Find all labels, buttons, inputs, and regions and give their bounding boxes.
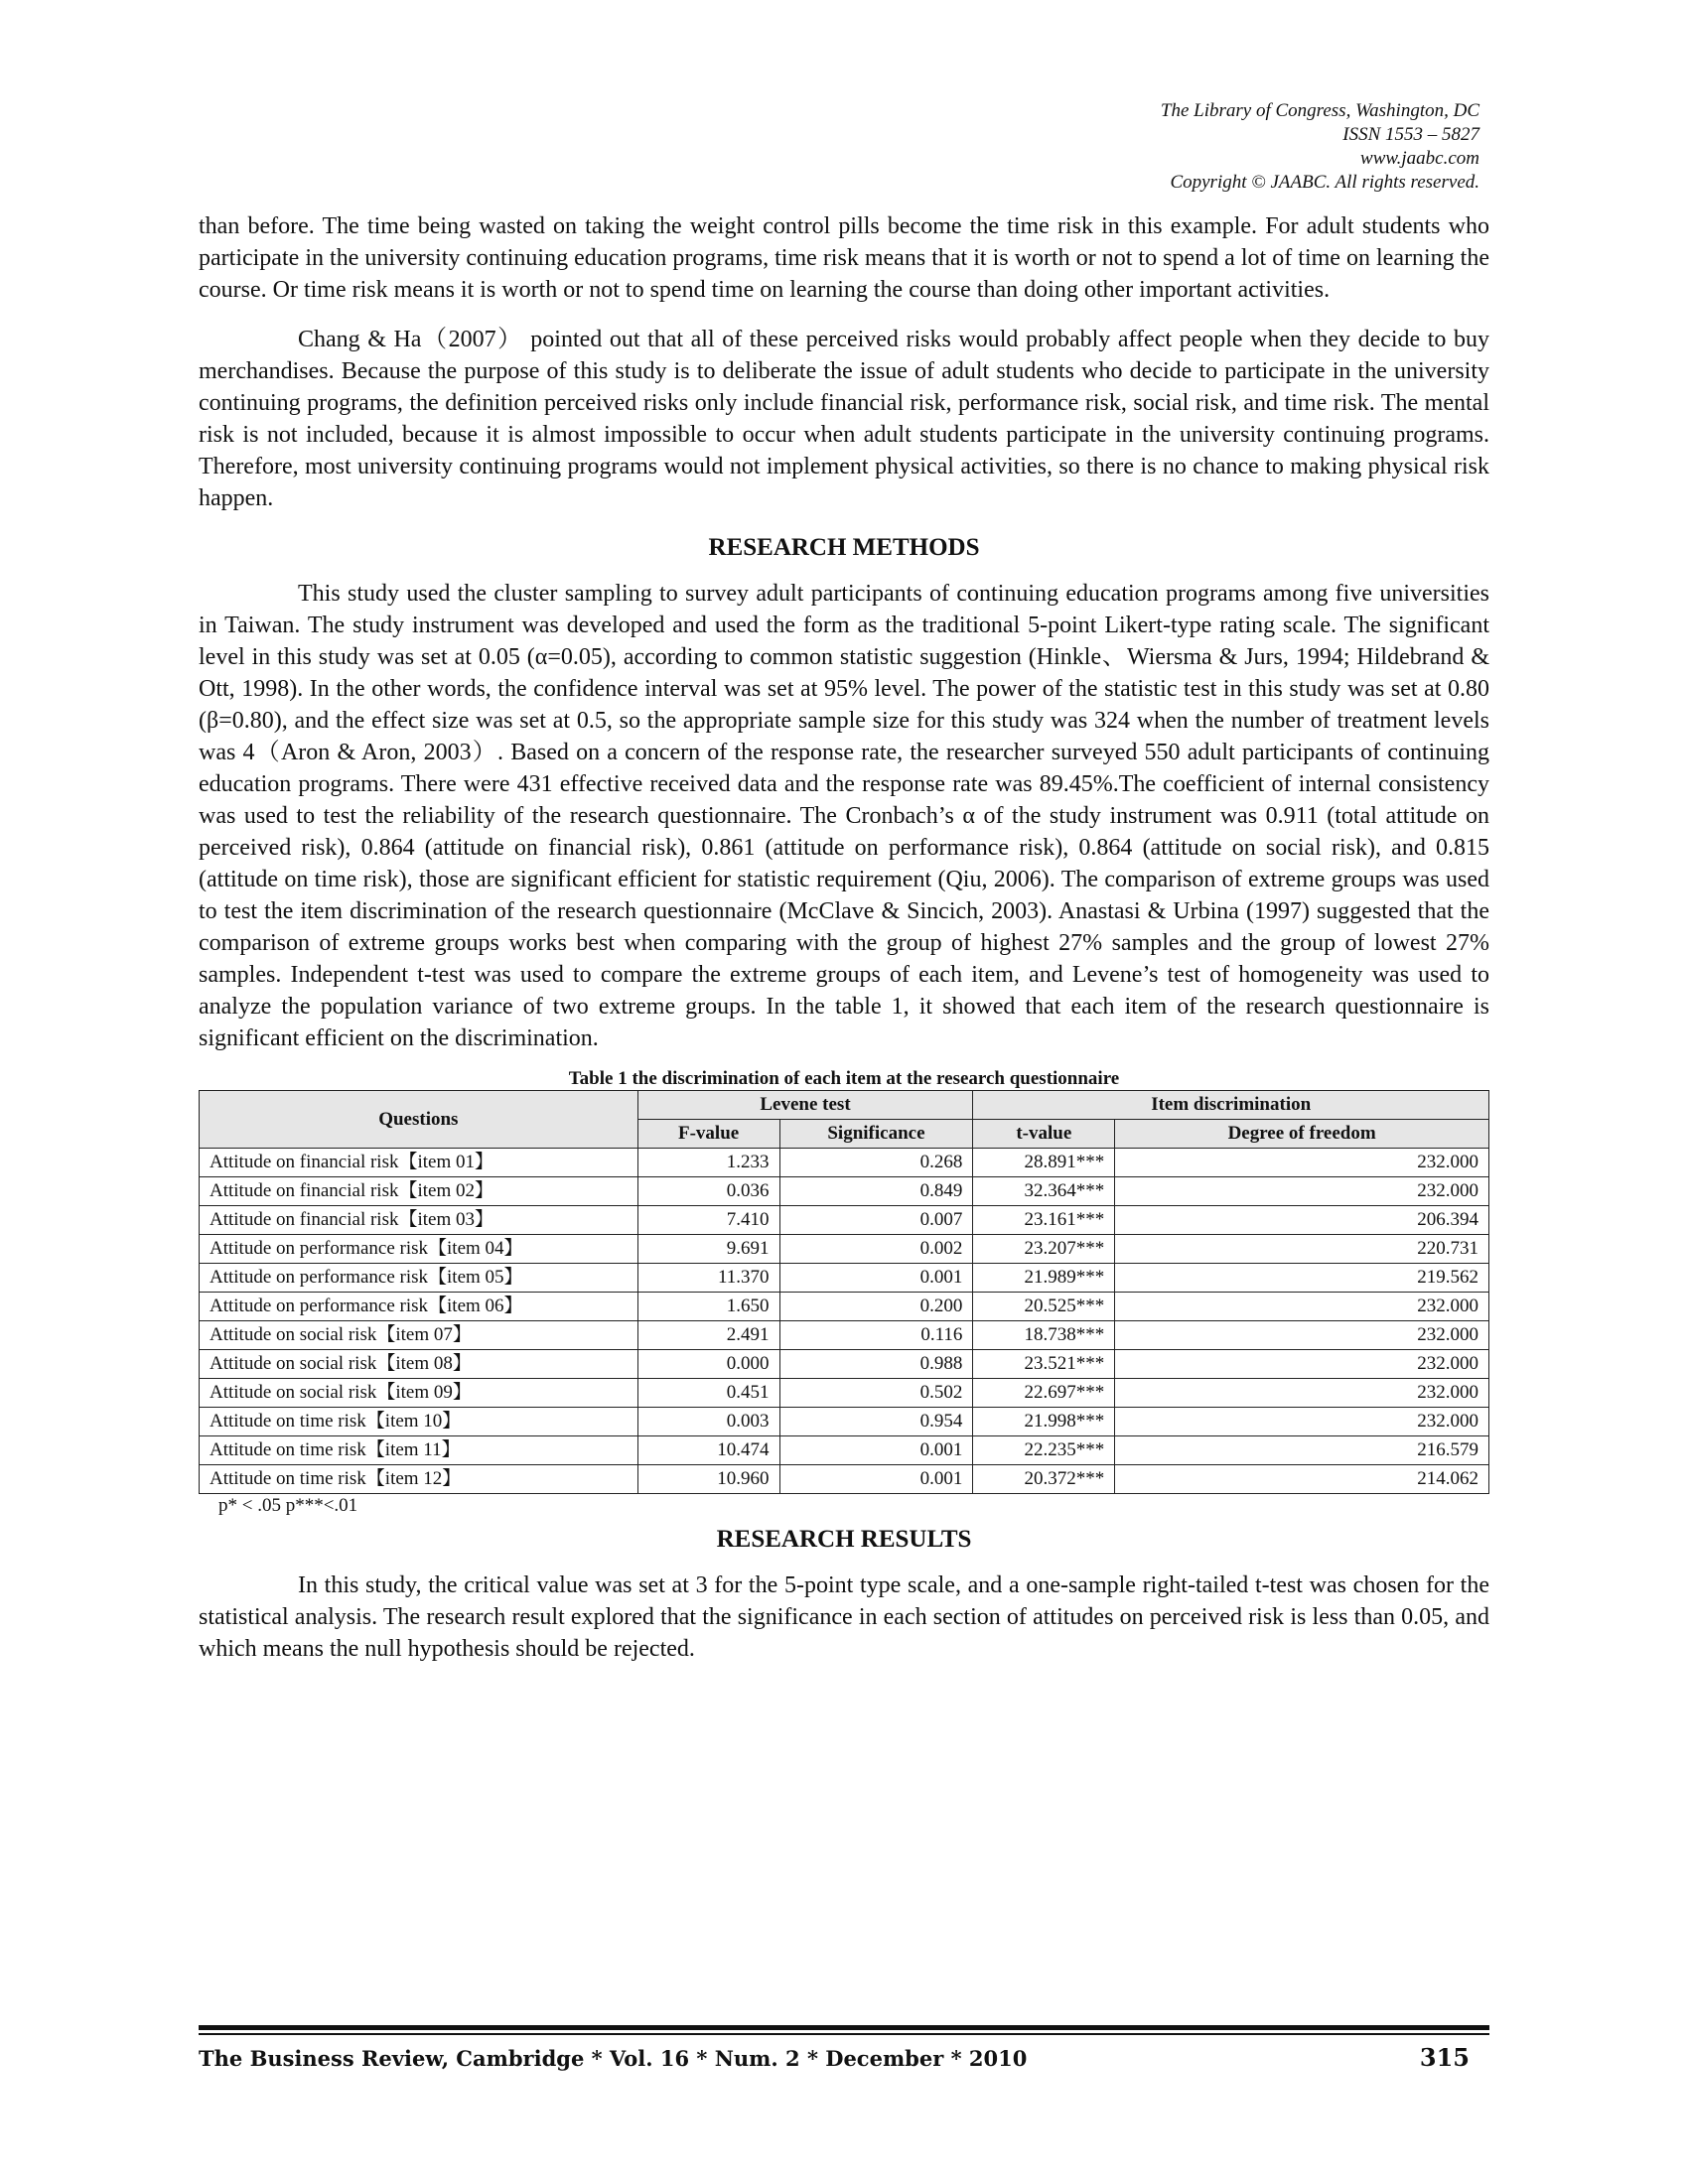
header-issn: ISSN 1553 – 5827	[1342, 124, 1479, 145]
cell-significance: 0.954	[779, 1408, 973, 1436]
cell-t-value: 23.161***	[973, 1206, 1115, 1235]
results-paragraph: In this study, the critical value was set at 3 for the 5-point type scale, and a one-sample right-tailed t-test was chosen for the statistical analysis. The research result explored that the significance in each section of attitudes on perceived risk is less than 0.05, and which means the null hypothesis should be rejected.	[199, 1572, 1489, 1662]
cell-degree-of-freedom: 206.394	[1115, 1206, 1489, 1235]
cell-t-value: 20.372***	[973, 1465, 1115, 1494]
header-significance: Significance	[779, 1120, 973, 1149]
cell-question: Attitude on performance risk【item 05】	[200, 1264, 638, 1293]
cell-f-value: 0.000	[637, 1350, 779, 1379]
cell-t-value: 18.738***	[973, 1321, 1115, 1350]
cell-f-value: 0.036	[637, 1177, 779, 1206]
cell-question: Attitude on performance risk【item 06】	[200, 1293, 638, 1321]
results-heading: RESEARCH RESULTS	[716, 1526, 972, 1553]
cell-significance: 0.001	[779, 1465, 973, 1494]
cell-question: Attitude on time risk【item 11】	[200, 1436, 638, 1465]
cell-f-value: 9.691	[637, 1235, 779, 1264]
cell-degree-of-freedom: 232.000	[1115, 1350, 1489, 1379]
cell-t-value: 20.525***	[973, 1293, 1115, 1321]
cell-f-value: 2.491	[637, 1321, 779, 1350]
cell-question: Attitude on social risk【item 09】	[200, 1379, 638, 1408]
page-number: 315	[1419, 2043, 1470, 2072]
table-row	[200, 1293, 1489, 1321]
header-item-discrimination: Item discrimination	[973, 1091, 1489, 1120]
table-row	[200, 1149, 1489, 1177]
table-row	[200, 1465, 1489, 1494]
cell-f-value: 7.410	[637, 1206, 779, 1235]
cell-significance: 0.849	[779, 1177, 973, 1206]
cell-f-value: 11.370	[637, 1264, 779, 1293]
table-row	[200, 1408, 1489, 1436]
cell-significance: 0.001	[779, 1436, 973, 1465]
cell-question: Attitude on social risk【item 08】	[200, 1350, 638, 1379]
cell-question: Attitude on social risk【item 07】	[200, 1321, 638, 1350]
cell-f-value: 10.960	[637, 1465, 779, 1494]
running-header	[1161, 99, 1479, 195]
footer-rule-thick	[199, 2025, 1489, 2030]
table-footnote: p* < .05 p***<.01	[218, 1495, 358, 1516]
cell-f-value: 10.474	[637, 1436, 779, 1465]
cell-degree-of-freedom: 232.000	[1115, 1408, 1489, 1436]
cell-significance: 0.502	[779, 1379, 973, 1408]
cell-degree-of-freedom: 232.000	[1115, 1149, 1489, 1177]
cell-degree-of-freedom: 216.579	[1115, 1436, 1489, 1465]
cell-degree-of-freedom: 219.562	[1115, 1264, 1489, 1293]
header-questions: Questions	[200, 1091, 638, 1149]
header-degree-of-freedom: Degree of freedom	[1115, 1120, 1489, 1149]
table-body	[200, 1149, 1489, 1494]
cell-t-value: 23.521***	[973, 1350, 1115, 1379]
cell-f-value: 0.451	[637, 1379, 779, 1408]
footer-rule-thin	[199, 2033, 1489, 2035]
header-levene-test: Levene test	[637, 1091, 973, 1120]
cell-significance: 0.007	[779, 1206, 973, 1235]
cell-degree-of-freedom: 220.731	[1115, 1235, 1489, 1264]
table-caption: Table 1 the discrimination of each item at the research questionnaire	[568, 1068, 1120, 1089]
cell-f-value: 0.003	[637, 1408, 779, 1436]
cell-degree-of-freedom: 232.000	[1115, 1379, 1489, 1408]
header-website: www.jaabc.com	[1360, 148, 1479, 169]
cell-t-value: 21.998***	[973, 1408, 1115, 1436]
cell-t-value: 21.989***	[973, 1264, 1115, 1293]
cell-degree-of-freedom: 232.000	[1115, 1321, 1489, 1350]
header-f-value: F-value	[637, 1120, 779, 1149]
cell-t-value: 22.235***	[973, 1436, 1115, 1465]
table-row	[200, 1206, 1489, 1235]
cell-degree-of-freedom: 232.000	[1115, 1177, 1489, 1206]
cell-question: Attitude on financial risk【item 02】	[200, 1177, 638, 1206]
cell-f-value: 1.650	[637, 1293, 779, 1321]
cell-question: Attitude on time risk【item 12】	[200, 1465, 638, 1494]
table-row	[200, 1177, 1489, 1206]
intro-paragraph-1: than before. The time being wasted on taking the weight control pills become the time risk in this example. For adult students who participate in the university continuing education programs, time risk means that it is worth or not to spend a lot of time on learning the course. Or time risk means it is worth or not to spend time on learning the course than doing other important activities.	[199, 213, 1489, 303]
table-row	[200, 1436, 1489, 1465]
cell-degree-of-freedom: 214.062	[1115, 1465, 1489, 1494]
cell-t-value: 23.207***	[973, 1235, 1115, 1264]
cell-significance: 0.116	[779, 1321, 973, 1350]
table-row	[200, 1321, 1489, 1350]
header-t-value: t-value	[973, 1120, 1115, 1149]
cell-question: Attitude on performance risk【item 04】	[200, 1235, 638, 1264]
table-row	[200, 1379, 1489, 1408]
page-body	[199, 210, 1489, 1665]
cell-significance: 0.988	[779, 1350, 973, 1379]
header-library: The Library of Congress, Washington, DC	[1160, 100, 1479, 121]
footer-journal: The Business Review, Cambridge * Vol. 16 * Num. 2 * December * 2010	[199, 2046, 1028, 2071]
page-footer	[199, 2025, 1489, 2072]
methods-paragraph: This study used the cluster sampling to survey adult participants of continuing education programs among five universities in Taiwan. The study instrument was developed and used the form as the traditional 5-point Likert-type rating scale. The significant level in this study was set at 0.05 (α=0.05), according to common statistic suggestion (Hinkle、Wiersma & Jurs, 1994; Hildebrand & Ott, 1998). In the other words, the confidence interval was set at 95% level. The power of the statistic test in this study was set at 0.80 (β=0.80), and the effect size was set at 0.5, so the appropriate sample size for this study was 324 when the number of treatment levels was 4（Aron & Aron, 2003）. Based on a concern of the response rate, the researcher surveyed 550 adult participants of continuing education programs. There were 431 effective received data and the response rate was 89.45%.The coefficient of internal consistency was used to test the reliability of the research questionnaire. The Cronbach’s α of the study instrument was 0.911 (total attitude on perceived risk), 0.864 (attitude on financial risk), 0.861 (attitude on performance risk), 0.864 (attitude on social risk), and 0.815 (attitude on time risk), those are significant efficient for statistic requirement (Qiu, 2006). The comparison of extreme groups was used to test the item discrimination of the research questionnaire (McClave & Sincich, 2003). Anastasi & Urbina (1997) suggested that the comparison of extreme groups works best when comparing with the group of highest 27% samples and the group of lowest 27% samples. Independent t-test was used to compare the extreme groups of each item, and Levene’s test of homogeneity was used to analyze the population variance of two extreme groups. In the table 1, it showed that each item of the research questionnaire is significant efficient on the discrimination.	[199, 581, 1489, 1051]
header-copyright: Copyright © JAABC. All rights reserved.	[1170, 172, 1479, 193]
cell-degree-of-freedom: 232.000	[1115, 1293, 1489, 1321]
cell-significance: 0.200	[779, 1293, 973, 1321]
cell-question: Attitude on time risk【item 10】	[200, 1408, 638, 1436]
cell-t-value: 32.364***	[973, 1177, 1115, 1206]
table-row	[200, 1264, 1489, 1293]
cell-significance: 0.001	[779, 1264, 973, 1293]
intro-paragraph-2: Chang & Ha（2007） pointed out that all of these perceived risks would probably affect people when they decide to buy merchandises. Because the purpose of this study is to deliberate the issue of adult students who decide to participate in the university continuing programs, the definition perceived risks only include financial risk, performance risk, social risk, and time risk. The mental risk is not included, because it is almost impossible to occur when adult students participate in the university continuing programs. Therefore, most university continuing programs would not implement physical activities, so there is no chance to making physical risk happen.	[199, 327, 1489, 511]
cell-t-value: 28.891***	[973, 1149, 1115, 1177]
table-row	[200, 1350, 1489, 1379]
cell-question: Attitude on financial risk【item 01】	[200, 1149, 638, 1177]
cell-f-value: 1.233	[637, 1149, 779, 1177]
cell-significance: 0.268	[779, 1149, 973, 1177]
cell-question: Attitude on financial risk【item 03】	[200, 1206, 638, 1235]
discrimination-table	[199, 1090, 1489, 1494]
methods-heading: RESEARCH METHODS	[708, 534, 980, 561]
cell-significance: 0.002	[779, 1235, 973, 1264]
cell-t-value: 22.697***	[973, 1379, 1115, 1408]
table-row	[200, 1235, 1489, 1264]
